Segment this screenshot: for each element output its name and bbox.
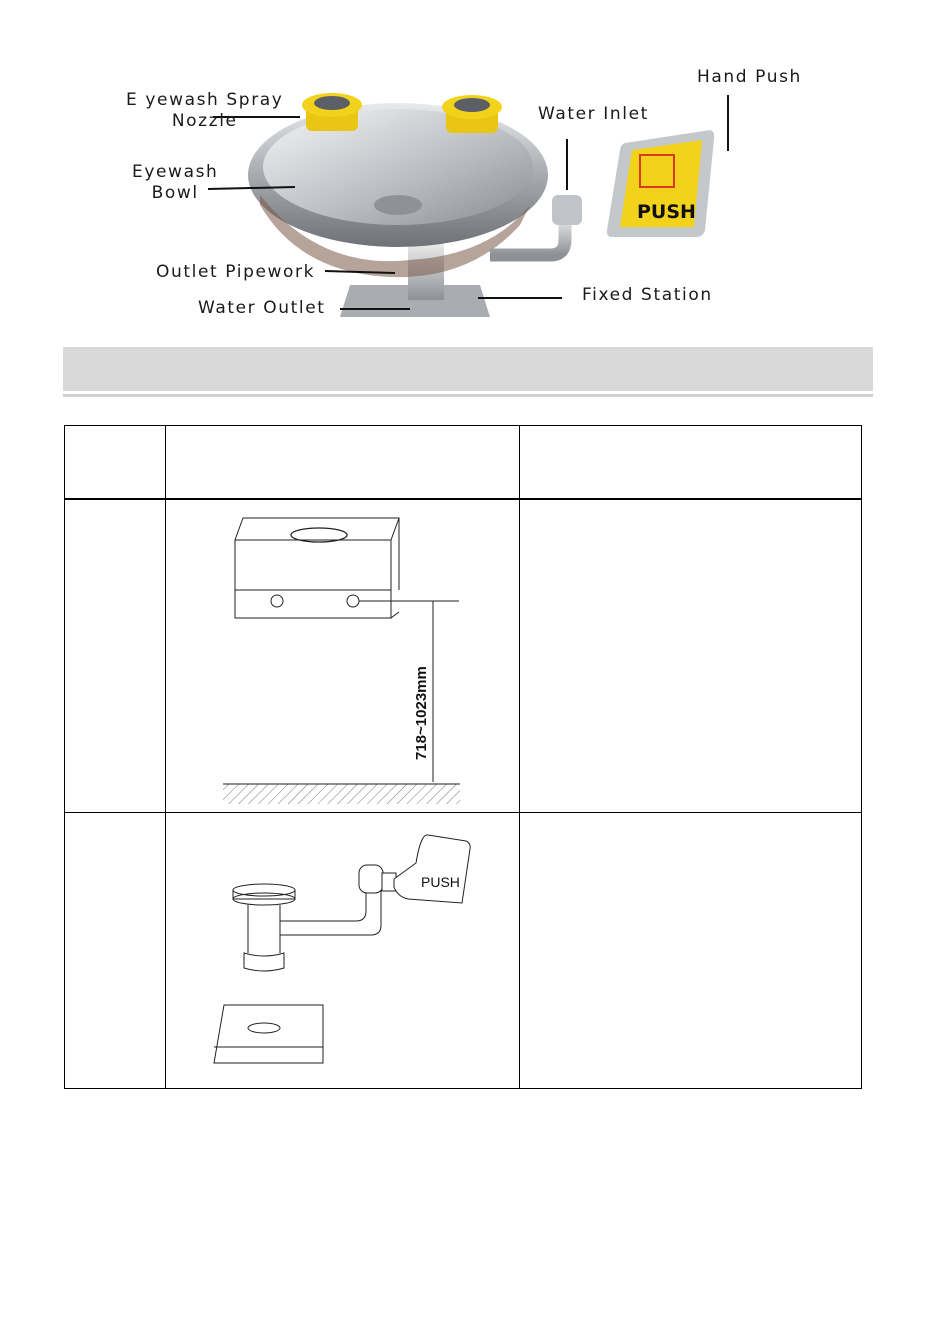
callout-eyewash-bowl-line1: Eyewash xyxy=(132,162,219,182)
inlet-valve xyxy=(552,195,582,225)
callout-eyewash-spray-nozzle xyxy=(126,90,283,132)
section-divider xyxy=(63,394,873,397)
push-plate xyxy=(394,835,470,903)
drain xyxy=(374,195,422,215)
eyewash-product-photo xyxy=(120,55,820,330)
callout-eyewash-spray-nozzle-line1: E yewash Spray xyxy=(126,90,284,110)
wall-station-box xyxy=(235,540,391,618)
nozzle-right xyxy=(442,95,502,133)
hand-push-plate xyxy=(607,130,714,237)
mount-hole-right xyxy=(347,595,359,607)
table-row-1-figure xyxy=(166,500,519,812)
mounting-height-diagram xyxy=(166,500,519,812)
floor-hatch xyxy=(223,784,460,804)
wall-plate xyxy=(214,1005,323,1063)
push-plate-label: PUSH xyxy=(421,874,460,890)
callout-eyewash-bowl-line2: Bowl xyxy=(151,183,199,203)
table-row-1-step xyxy=(65,500,165,812)
mounting-height-label: 718~1023mm xyxy=(413,666,430,760)
table-row-2-figure xyxy=(166,813,519,1088)
installation-table xyxy=(64,425,862,1089)
callout-eyewash-spray-nozzle-line2: Nozzle xyxy=(171,111,238,131)
section-heading-bar xyxy=(63,347,873,391)
table-header-step xyxy=(65,426,165,498)
nozzle-left xyxy=(302,93,362,131)
callout-fixed-station: Fixed Station xyxy=(582,285,713,305)
callout-water-inlet: Water Inlet xyxy=(538,104,649,124)
table-row-1-description xyxy=(520,500,860,812)
callout-hand-push: Hand Push xyxy=(697,67,802,87)
callout-outlet-pipework: Outlet Pipework xyxy=(156,262,316,282)
table-row-2-description xyxy=(520,813,860,1088)
callout-eyewash-bowl xyxy=(132,162,218,204)
mount-hole-left xyxy=(271,595,283,607)
table-header-description xyxy=(520,426,860,498)
table-header-figure xyxy=(166,426,519,498)
pipe-assembly-diagram xyxy=(166,813,519,1088)
table-row-2-step xyxy=(65,813,165,1088)
callout-water-outlet: Water Outlet xyxy=(198,298,326,318)
push-sign-text: PUSH xyxy=(637,201,696,223)
